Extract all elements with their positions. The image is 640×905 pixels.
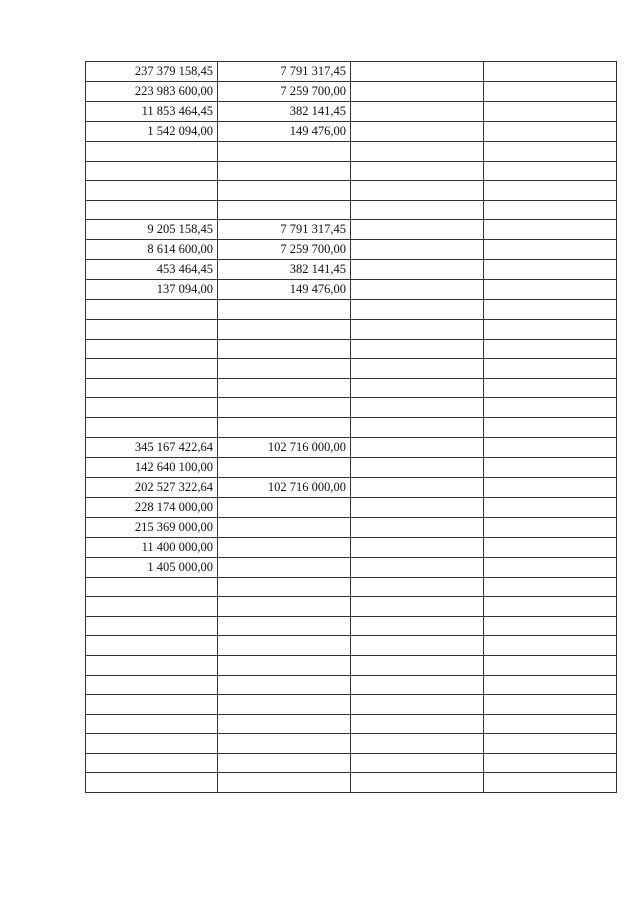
table-cell (484, 359, 617, 379)
table-cell (218, 597, 351, 617)
table-row (86, 319, 617, 339)
table-cell (484, 695, 617, 715)
table-cell (484, 437, 617, 457)
table-cell: 1 542 094,00 (86, 122, 218, 142)
table-cell (351, 280, 484, 300)
table-cell (484, 517, 617, 537)
table-cell (351, 557, 484, 577)
table-cell (351, 577, 484, 597)
table-cell (351, 714, 484, 734)
table-row (86, 753, 617, 773)
table-cell: 149 476,00 (218, 280, 351, 300)
table-cell (86, 695, 218, 715)
table-cell (351, 300, 484, 320)
table-cell: 215 369 000,00 (86, 517, 218, 537)
table-cell (351, 82, 484, 102)
table-cell: 237 379 158,45 (86, 62, 218, 82)
table-cell (86, 753, 218, 773)
table-cell (218, 537, 351, 557)
table-cell: 137 094,00 (86, 280, 218, 300)
table-cell (86, 616, 218, 636)
table-cell: 453 464,45 (86, 260, 218, 280)
table-cell (351, 537, 484, 557)
table-cell (351, 636, 484, 656)
table-cell (86, 181, 218, 201)
table-row (86, 675, 617, 695)
table-cell (484, 339, 617, 359)
table-row (86, 142, 617, 162)
table-cell (86, 675, 218, 695)
table-cell (351, 378, 484, 398)
table-row (86, 636, 617, 656)
table-row (86, 102, 617, 122)
table-cell (86, 577, 218, 597)
table-cell (484, 773, 617, 793)
table-cell (218, 734, 351, 754)
table-cell (484, 714, 617, 734)
table-cell (484, 636, 617, 656)
table-cell (351, 62, 484, 82)
table-cell (484, 497, 617, 517)
table-cell (86, 300, 218, 320)
table-cell (351, 417, 484, 437)
table-row (86, 537, 617, 557)
table-cell (351, 497, 484, 517)
table-cell (218, 378, 351, 398)
table-cell (351, 260, 484, 280)
table-cell (86, 319, 218, 339)
table-cell (484, 319, 617, 339)
table-cell (218, 695, 351, 715)
table-cell (86, 359, 218, 379)
table-cell: 202 527 322,64 (86, 477, 218, 497)
table-cell (484, 577, 617, 597)
table-row (86, 655, 617, 675)
table-cell: 7 259 700,00 (218, 240, 351, 260)
table-cell (86, 417, 218, 437)
table-cell (351, 597, 484, 617)
table-cell (484, 734, 617, 754)
table-cell (218, 497, 351, 517)
table-cell (86, 200, 218, 220)
table-cell (351, 359, 484, 379)
table-cell (351, 675, 484, 695)
table-cell (351, 437, 484, 457)
table-cell (86, 161, 218, 181)
table-cell: 8 614 600,00 (86, 240, 218, 260)
table-cell (351, 181, 484, 201)
table-row (86, 517, 617, 537)
table-cell (218, 675, 351, 695)
table-row (86, 359, 617, 379)
table-row (86, 577, 617, 597)
table-body (86, 62, 617, 793)
table-cell (218, 457, 351, 477)
table-cell (351, 616, 484, 636)
financial-table (85, 61, 617, 793)
table-row (86, 240, 617, 260)
table-cell (218, 557, 351, 577)
table-row (86, 398, 617, 418)
table-cell (218, 161, 351, 181)
table-cell (484, 378, 617, 398)
table-cell (484, 280, 617, 300)
table-cell (218, 398, 351, 418)
table-cell (351, 200, 484, 220)
table-cell (218, 319, 351, 339)
table-cell (484, 260, 617, 280)
table-cell (218, 200, 351, 220)
table-cell: 382 141,45 (218, 102, 351, 122)
table-cell (218, 577, 351, 597)
table-cell (351, 655, 484, 675)
table-row (86, 339, 617, 359)
table-cell (484, 161, 617, 181)
table-cell: 7 791 317,45 (218, 62, 351, 82)
table-cell: 9 205 158,45 (86, 220, 218, 240)
table-cell (351, 773, 484, 793)
table-cell (86, 597, 218, 617)
table-cell (218, 142, 351, 162)
table-cell: 11 853 464,45 (86, 102, 218, 122)
table-cell (86, 378, 218, 398)
table-cell (484, 398, 617, 418)
table-cell (218, 773, 351, 793)
table-cell (351, 319, 484, 339)
table-cell (484, 537, 617, 557)
table-cell (218, 517, 351, 537)
table-cell (86, 773, 218, 793)
table-row (86, 62, 617, 82)
table-cell (218, 300, 351, 320)
table-cell (484, 82, 617, 102)
table-row (86, 734, 617, 754)
table-row (86, 181, 617, 201)
table-cell (86, 655, 218, 675)
table-cell: 7 791 317,45 (218, 220, 351, 240)
table-cell (218, 655, 351, 675)
table-cell (484, 122, 617, 142)
table-row (86, 200, 617, 220)
table-cell (351, 734, 484, 754)
table-cell (351, 161, 484, 181)
table-row (86, 477, 617, 497)
table-cell (86, 714, 218, 734)
table-cell (351, 220, 484, 240)
table-cell (484, 597, 617, 617)
table-row (86, 557, 617, 577)
table-cell: 149 476,00 (218, 122, 351, 142)
table-row (86, 260, 617, 280)
table-cell (484, 616, 617, 636)
table-row (86, 616, 617, 636)
table-cell (218, 359, 351, 379)
table-row (86, 122, 617, 142)
table-cell: 142 640 100,00 (86, 457, 218, 477)
table-cell (484, 181, 617, 201)
table-row (86, 220, 617, 240)
table-cell (484, 200, 617, 220)
table-cell (351, 240, 484, 260)
table-cell (351, 477, 484, 497)
table-cell (351, 398, 484, 418)
table-cell (86, 636, 218, 656)
table-cell: 11 400 000,00 (86, 537, 218, 557)
table-cell: 228 174 000,00 (86, 497, 218, 517)
table-row (86, 773, 617, 793)
table-row (86, 714, 617, 734)
table-cell (484, 457, 617, 477)
table-cell (351, 517, 484, 537)
table-cell: 1 405 000,00 (86, 557, 218, 577)
table-cell: 7 259 700,00 (218, 82, 351, 102)
table-cell (218, 181, 351, 201)
table-cell (484, 477, 617, 497)
table-row (86, 457, 617, 477)
table-row (86, 437, 617, 457)
table-cell (484, 220, 617, 240)
table-row (86, 695, 617, 715)
table-row (86, 82, 617, 102)
table-cell (218, 714, 351, 734)
table-cell (484, 142, 617, 162)
table-row (86, 378, 617, 398)
table-row (86, 161, 617, 181)
table-cell (218, 417, 351, 437)
table-cell (484, 240, 617, 260)
table-cell (86, 398, 218, 418)
table-cell: 102 716 000,00 (218, 437, 351, 457)
table-cell: 345 167 422,64 (86, 437, 218, 457)
table-cell (484, 675, 617, 695)
table-cell (351, 753, 484, 773)
table-cell (218, 753, 351, 773)
table-cell (484, 753, 617, 773)
table-cell (484, 417, 617, 437)
table-cell (351, 122, 484, 142)
table-cell (86, 339, 218, 359)
table-cell: 223 983 600,00 (86, 82, 218, 102)
table-cell (484, 557, 617, 577)
table-cell: 382 141,45 (218, 260, 351, 280)
table-cell (351, 339, 484, 359)
table-row (86, 417, 617, 437)
table-cell (218, 636, 351, 656)
table-row (86, 597, 617, 617)
table-row (86, 280, 617, 300)
table-row (86, 300, 617, 320)
table-cell (86, 734, 218, 754)
table-cell (351, 142, 484, 162)
table-cell (484, 102, 617, 122)
table-cell (351, 457, 484, 477)
table-cell (484, 62, 617, 82)
table-cell (351, 695, 484, 715)
table-cell: 102 716 000,00 (218, 477, 351, 497)
table-cell (484, 300, 617, 320)
table-cell (218, 339, 351, 359)
table-cell (351, 102, 484, 122)
table-row (86, 497, 617, 517)
table-cell (484, 655, 617, 675)
table-cell (218, 616, 351, 636)
table-cell (86, 142, 218, 162)
